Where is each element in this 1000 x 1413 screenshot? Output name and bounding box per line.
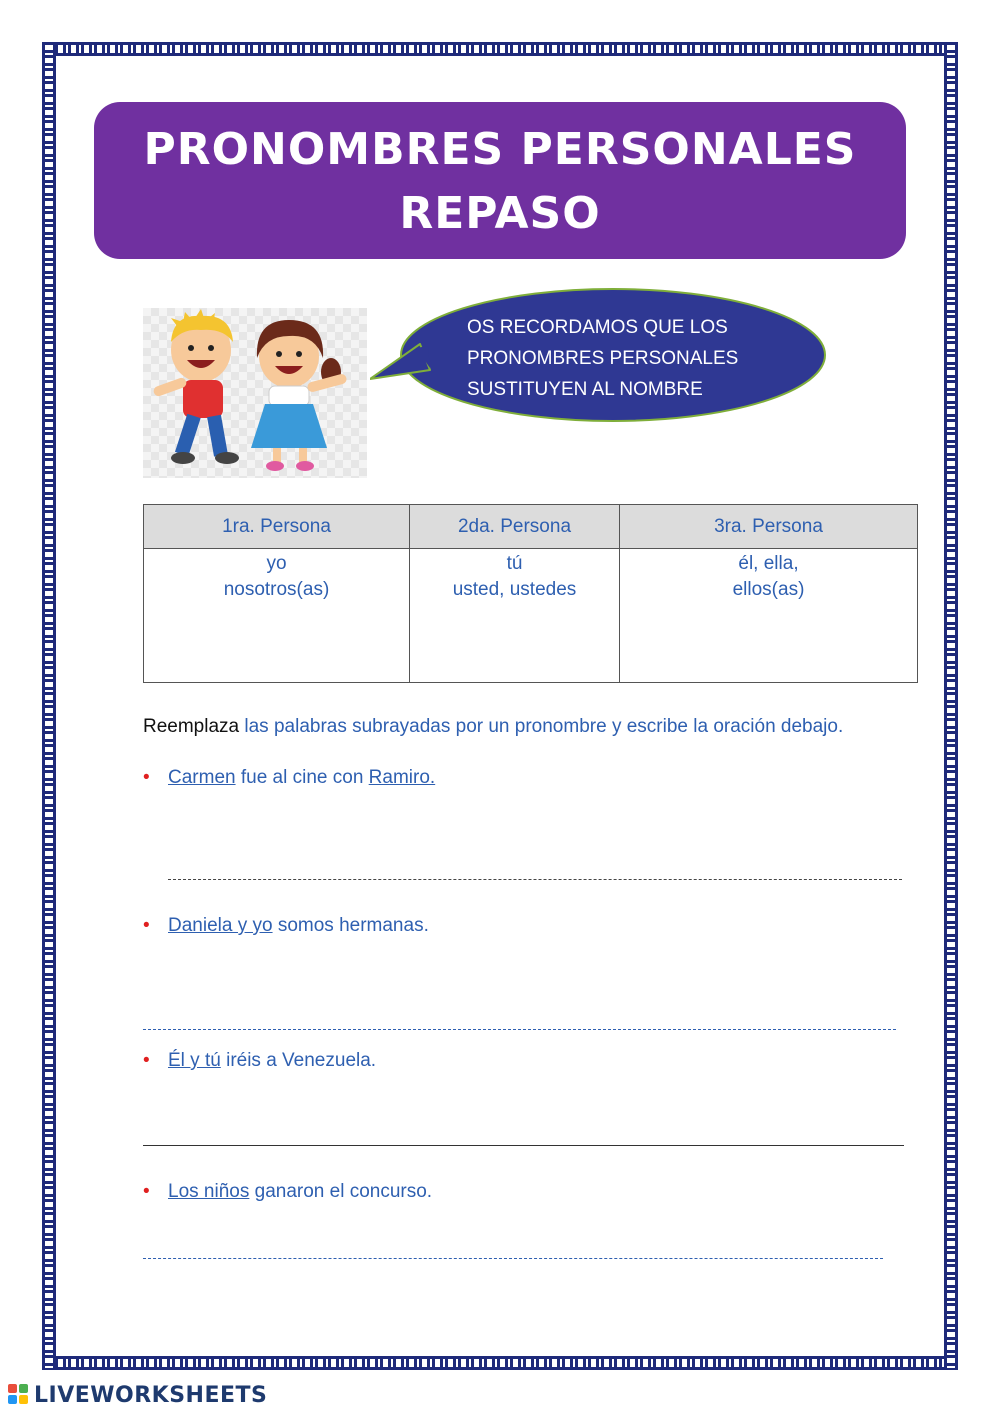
bullet-icon: • (143, 1181, 150, 1202)
pronoun-text: nosotros(as) (223, 579, 330, 600)
speech-bubble-text (467, 312, 787, 405)
bullet-icon: • (143, 1050, 150, 1071)
bubble-line-2: PRONOMBRES PERSONALES (467, 348, 739, 369)
liveworksheets-logo[interactable] (8, 1382, 267, 1408)
underlined-word: Los niños (168, 1181, 250, 1202)
answer-line-1[interactable] (168, 879, 902, 880)
underlined-word: Ramiro. (368, 767, 436, 788)
table-header-cell: 1ra. Persona (144, 505, 410, 549)
kids-illustration (143, 308, 367, 478)
table-header-row (144, 505, 918, 549)
pronoun-text: tú (506, 553, 523, 574)
exercise-item-3 (143, 1050, 376, 1072)
logo-text: LIVEWORKSHEETS (34, 1382, 268, 1408)
instruction-text (143, 716, 843, 738)
table-row (144, 549, 918, 683)
exercise-item-1 (143, 767, 435, 789)
instruction-rest: las palabras subrayadas por un pronombre y escribe la oración debajo. (244, 716, 844, 737)
sentence-text: fue al cine con (235, 767, 369, 788)
bubble-line-1: OS RECORDAMOS QUE LOS (467, 317, 728, 338)
sentence-text: somos hermanas. (272, 915, 429, 936)
page-border-top (42, 42, 958, 56)
pronoun-table (143, 504, 918, 683)
table-header-cell: 2da. Persona (410, 505, 620, 549)
title-line-1: PRONOMBRES PERSONALES (143, 124, 857, 175)
pronoun-text: él, ella, (738, 553, 799, 574)
page-border-bottom (42, 1356, 958, 1370)
pronoun-text: yo (266, 553, 287, 574)
exercise-item-4 (143, 1181, 432, 1203)
page-border-left (42, 42, 56, 1370)
boy-figure (152, 309, 239, 464)
answer-line-2[interactable] (143, 1029, 896, 1030)
title-line-2: REPASO (399, 188, 601, 239)
logo-grid-icon (8, 1384, 30, 1406)
table-cell (144, 549, 410, 683)
page-border-right (944, 42, 958, 1370)
pronoun-text: usted, ustedes (452, 579, 577, 600)
pronoun-text: ellos(as) (732, 579, 805, 600)
bubble-line-3: SUSTITUYEN AL NOMBRE (467, 379, 703, 400)
table-cell (620, 549, 918, 683)
sentence-text: ganaron el concurso. (249, 1181, 433, 1202)
underlined-word: Carmen (168, 767, 236, 788)
title-banner (94, 102, 906, 259)
children-image (143, 308, 367, 478)
exercise-item-2 (143, 915, 429, 937)
underlined-word: Él y tú (168, 1050, 221, 1071)
answer-line-4[interactable] (143, 1258, 883, 1259)
girl-figure (251, 320, 348, 471)
sentence-text: iréis a Venezuela. (220, 1050, 377, 1071)
bullet-icon: • (143, 767, 150, 788)
instruction-lead: Reemplaza (143, 716, 240, 737)
table-cell (410, 549, 620, 683)
bullet-icon: • (143, 915, 150, 936)
underlined-word: Daniela y yo (168, 915, 273, 936)
table-header-cell: 3ra. Persona (620, 505, 918, 549)
answer-line-3[interactable] (143, 1145, 904, 1146)
